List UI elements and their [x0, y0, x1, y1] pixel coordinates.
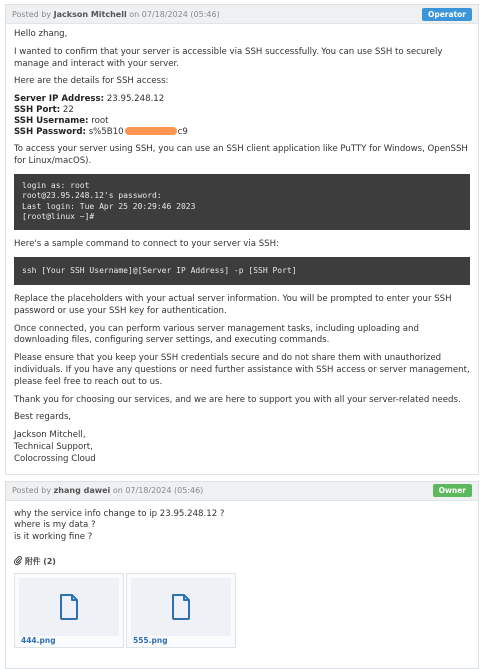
- intro-paragraph: I wanted to confirm that your server is accessible via SSH successfully. You can use SSH to securely manage and interact with your server.: [14, 46, 443, 69]
- post-meta: [12, 10, 220, 19]
- ssh-command-code-block: ssh [Your SSH Username]@[Server IP Address] -p [SSH Port]: [14, 257, 470, 286]
- sample-command-heading: Here's a sample command to connect to your server via SSH:: [14, 238, 279, 249]
- post-author: zhang dawei: [53, 486, 111, 496]
- ticket-reply-owner: [5, 481, 479, 669]
- ip-label: Server IP Address:: [14, 94, 105, 105]
- attachment-link[interactable]: 444.png: [21, 636, 56, 646]
- attachment-link[interactable]: 555.png: [133, 636, 168, 646]
- attachment-thumbnail[interactable]: [131, 578, 231, 636]
- signature-name: Jackson Mitchell,: [14, 430, 86, 441]
- access-paragraph: To access your server using SSH, you can use an SSH client application like PuTTY for Windows, OpenSSH for Linux/macOS).: [14, 144, 468, 166]
- attachments-label: 附件 (2): [25, 557, 56, 567]
- owner-badge: Owner: [433, 484, 472, 497]
- message-line: why the service info change to ip 23.95.248.12 ?: [14, 508, 225, 519]
- attachments-list: [6, 573, 478, 668]
- username-value: root: [91, 116, 109, 127]
- replace-paragraph: Replace the placeholders with your actual server information. You will be prompted to enter your SSH password or use your SSH key for authentication.: [14, 294, 452, 316]
- operator-badge: Operator: [422, 8, 472, 21]
- post-meta: [12, 486, 203, 495]
- file-icon: [171, 594, 191, 620]
- ticket-page: [0, 4, 484, 644]
- terminal-code-block: login as: root root@23.95.248.12's password: Last login: Tue Apr 25 20:29:46 2023 [root@linux ~]#: [14, 174, 470, 230]
- post-date: on 07/18/2024 (05:46): [129, 9, 220, 19]
- ip-value: 23.95.248.12: [106, 94, 165, 105]
- post-date: on 07/18/2024 (05:46): [112, 486, 204, 496]
- attachments-header: [6, 552, 478, 573]
- password-value-end: c9: [177, 127, 188, 138]
- signature-company: Colocrossing Cloud: [14, 453, 96, 464]
- post-author: Jackson Mitchell: [53, 9, 127, 19]
- post-body: [6, 24, 478, 474]
- ticket-reply-operator: [5, 4, 479, 475]
- security-paragraph: Please ensure that you keep your SSH credentials secure and do not share them with unauthorized individuals. If you have any questions or need further assistance with SSH access or server management, please feel free to reach out to us.: [14, 353, 470, 387]
- password-value-start: s%5B10: [88, 127, 124, 138]
- post-body: [6, 501, 478, 552]
- once-connected-paragraph: Once connected, you can perform various server management tasks, including uploading and downloading files, configuring server settings, and executing commands.: [14, 323, 419, 346]
- username-label: SSH Username:: [14, 116, 89, 127]
- attachment-card[interactable]: [14, 573, 124, 648]
- attachment-thumbnail[interactable]: [19, 578, 119, 636]
- regards: Best regards,: [14, 412, 72, 423]
- posted-by-label: Posted by: [12, 486, 52, 496]
- details-heading: Here are the details for SSH access:: [14, 76, 169, 87]
- greeting: Hello zhang,: [14, 29, 68, 39]
- port-value: 22: [62, 105, 74, 116]
- ssh-details: [14, 94, 470, 138]
- attachment-card[interactable]: [126, 573, 236, 648]
- post-header: [6, 482, 478, 501]
- signature-team: Technical Support,: [14, 442, 93, 453]
- password-label: SSH Password:: [14, 127, 86, 138]
- signature: [14, 430, 470, 465]
- message-line: is it working fine ?: [14, 532, 93, 543]
- port-label: SSH Port:: [14, 105, 61, 116]
- paperclip-icon: [14, 556, 22, 567]
- post-header: [6, 5, 478, 24]
- redaction-mark: [125, 127, 177, 135]
- thanks-paragraph: Thank you for choosing our services, and we are here to support you with all your server-related needs.: [14, 394, 461, 405]
- file-icon: [59, 594, 79, 620]
- message-line: where is my data ?: [14, 520, 96, 531]
- posted-by-label: Posted by: [12, 9, 52, 19]
